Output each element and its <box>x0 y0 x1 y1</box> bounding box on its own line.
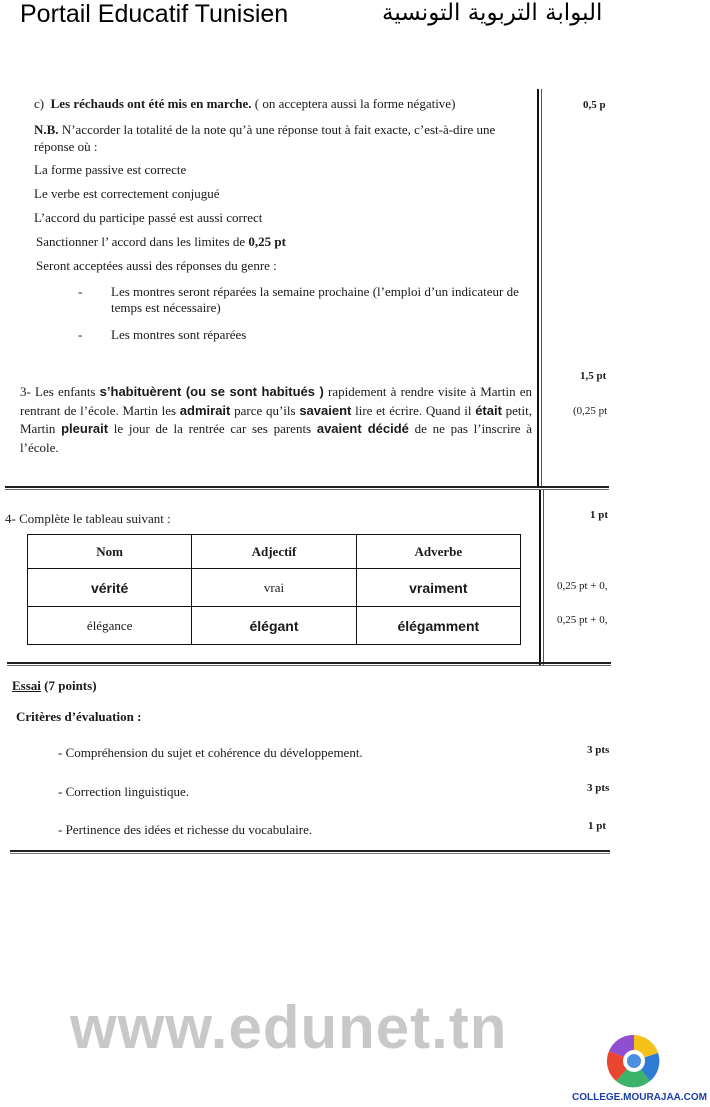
criterion-1: - Compréhension du sujet et cohérence du développement. <box>58 745 363 760</box>
accepted-answer-2: Les montres sont réparées <box>111 327 247 342</box>
sanction-value: 0,25 pt <box>248 234 286 249</box>
sanction-text: Sanctionner l’ accord dans les limites de <box>36 234 246 249</box>
row-2-points: 0,25 pt + 0, <box>557 614 608 626</box>
condition-agreement: L’accord du participe passé est aussi correct <box>34 210 263 225</box>
row-1-points: 0,25 pt + 0, <box>557 580 608 592</box>
table-header-row <box>28 535 521 569</box>
portal-title-arabic: البوابة التربوية التونسية <box>382 0 603 26</box>
section-3-text-6: le jour de la rentrée car ses parents <box>113 421 312 436</box>
table-row <box>28 569 521 607</box>
criterion-3-points: 1 pt <box>588 820 607 832</box>
table-header-adjectif: Adjectif <box>192 535 356 569</box>
section-divider-1 <box>5 486 609 488</box>
edunet-watermark: www.edunet.tn <box>70 994 508 1061</box>
condition-passive: La forme passive est correcte <box>34 162 187 177</box>
table-cell: élégant <box>192 607 356 645</box>
section-3-text-5: petit, Martin <box>20 402 533 436</box>
table-cell: vrai <box>192 569 356 607</box>
section-3-prefix: 3- <box>20 384 31 399</box>
section-divider-1b <box>5 489 609 490</box>
accepted-intro: Seront acceptées aussi des réponses du genre : <box>36 258 277 273</box>
nb-label: N.B. <box>34 122 59 137</box>
section-4-instruction: Complète le tableau suivant : <box>19 511 171 526</box>
section-3-verb-admirait: admirait <box>179 402 231 418</box>
section-4-points: 1 pt <box>590 509 609 521</box>
section-3-verb-pleurait: pleurait <box>61 421 109 436</box>
section-3-text-2: rapidement à rendre visite à Martin en rentrant de l’école. Martin les <box>20 384 533 418</box>
criterion-2-points: 3 pts <box>587 782 610 794</box>
section-3-text-1: Les enfants <box>35 384 96 399</box>
section-divider-3 <box>10 850 610 852</box>
margin-rule-top <box>537 89 539 487</box>
accepted-answer-1: Les montres seront réparées la semaine prochaine (l’emploi d’un indicateur de temps est nécessaire) <box>111 284 519 315</box>
criterion-3: - Pertinence des idées et richesse du vocabulaire. <box>58 822 313 837</box>
condition-verb: Le verbe est correctement conjugué <box>34 186 220 201</box>
criteria-title: Critères d’évaluation : <box>16 709 142 724</box>
section-divider-2b <box>7 665 611 666</box>
criterion-1-points: 3 pts <box>587 744 610 756</box>
section-3-points-detail: (0,25 pt <box>573 405 608 417</box>
section-3-text-7: de ne pas l’inscrire à l’école. <box>20 421 533 455</box>
section-4-prefix: 4- <box>5 511 16 526</box>
section-divider-3b <box>10 853 610 854</box>
section-c-answer-note: ( on acceptera aussi la forme négative) <box>254 96 456 111</box>
table-header-adverbe: Adverbe <box>356 535 520 569</box>
table-cell: élégamment <box>356 607 520 645</box>
section-3-paragraph <box>20 383 532 457</box>
table-cell: vérité <box>28 569 192 607</box>
nb-text: N’accorder la totalité de la note qu’à une réponse tout à fait exacte, c’est-à-dire une réponse où : <box>34 122 496 154</box>
sanction-line <box>36 234 286 250</box>
table-row <box>28 607 521 645</box>
essai-title-points: (7 points) <box>44 678 97 693</box>
section-divider-2 <box>7 662 611 664</box>
section-c-points: 0,5 p <box>583 99 606 111</box>
section-3-verb-etait: était <box>475 402 502 418</box>
margin-rule-top-2 <box>541 89 542 487</box>
margin-rule-mid-2 <box>543 489 544 665</box>
table-header-nom: Nom <box>28 535 192 569</box>
word-family-table <box>27 534 521 645</box>
accepted-dash-1: - <box>78 284 83 299</box>
section-3-text-4: lire et écrire. Quand il <box>355 402 472 418</box>
college-logo-icon <box>598 1027 670 1091</box>
section-c-answer-line <box>34 96 455 112</box>
nb-paragraph <box>34 121 534 155</box>
section-3-text-3: parce qu’ils <box>234 402 296 418</box>
criterion-2: - Correction linguistique. <box>58 784 190 799</box>
logo-caption: COLLEGE.MOURAJAA.COM <box>572 1092 707 1103</box>
margin-rule-mid <box>539 489 541 665</box>
section-3-points: 1,5 pt <box>580 370 607 382</box>
section-3-verb-avaient-decide: avaient décidé <box>316 421 409 436</box>
essai-heading <box>12 678 97 694</box>
table-cell: vraiment <box>356 569 520 607</box>
section-3-verb-savaient: savaient <box>299 402 352 418</box>
section-c-answer: Les réchauds ont été mis en marche. <box>50 96 252 111</box>
essai-title: Essai <box>12 678 41 693</box>
section-3-verb-habituerent: s’habituèrent (ou se sont habitués ) <box>99 384 324 399</box>
table-cell: élégance <box>28 607 192 645</box>
portal-title-french: Portail Educatif Tunisien <box>20 0 289 28</box>
section-4-instruction-line <box>5 511 171 527</box>
section-c-prefix: c) <box>34 96 45 111</box>
accepted-dash-2: - <box>78 327 83 342</box>
